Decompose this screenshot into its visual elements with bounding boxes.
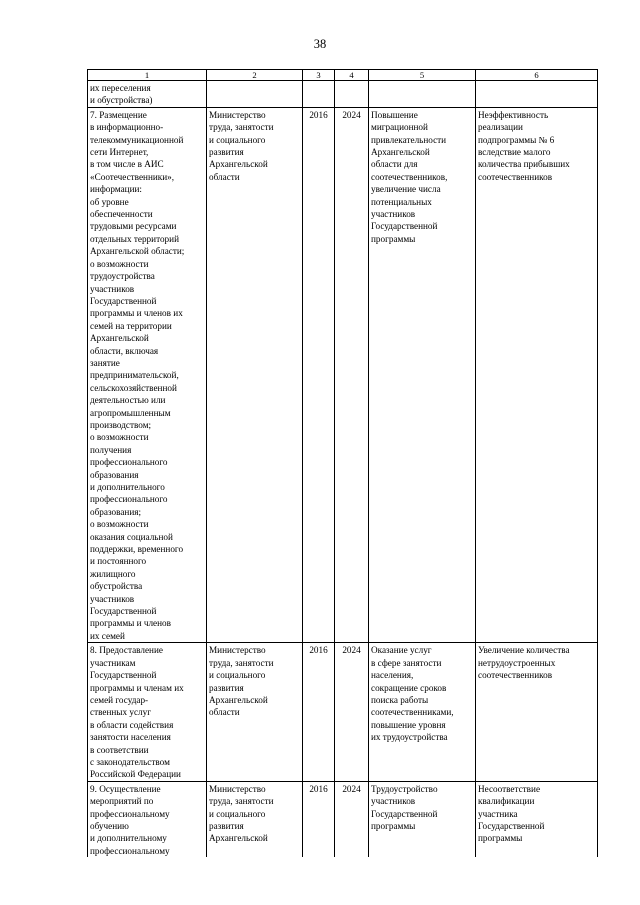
measure-text-line: обучению [90,820,129,831]
executor-cell [207,643,303,781]
executor-text-line: и социального [209,670,266,681]
measure-cell [88,107,207,642]
consequence-text-line: нетрудоустроенных [478,657,556,668]
executor-text-line: развития [209,682,244,693]
consequence-text-line: квалификации [478,796,535,807]
measure-cell [88,81,207,108]
measure-text-line: Российской Федерации [90,769,181,780]
measure-text-line: и дополнительному [90,833,167,844]
measure-text-line: трудоустройства [90,271,155,282]
expected-result-text-line: программы [371,820,416,831]
executor-cell [207,81,303,108]
measure-text-line: мероприятий по [90,796,154,807]
executor-text-line: труда, занятости [209,657,274,668]
executor-text-line: Архангельской [209,694,268,705]
measure-text-line: в информационно- [90,122,164,133]
measure-text-line: сети Интернет, [90,147,149,158]
measure-text-line: и постоянного [90,556,147,567]
expected-result-text-line: соотечественниками, [371,707,454,718]
measure-text-line: программы и членам их [90,682,184,693]
executor-cell [207,781,303,857]
header-cell-4: 4 [335,70,369,81]
measure-text-line: о возможности [90,258,149,269]
expected-result-text-line: миграционной [371,122,428,133]
measure-text-line: программы и членов [90,618,171,629]
end-year-cell: 2024 [335,781,369,857]
expected-result-text-line: населения, [371,670,414,681]
expected-result-text-line: потенциальных [371,196,432,207]
expected-result-text-line: области для [371,159,418,170]
expected-result-cell [369,781,476,857]
consequence-text-line: соотечественников [478,670,553,681]
consequence-cell [476,107,598,642]
expected-result-text-line: поиска работы [371,694,429,705]
measure-text-line: программы и членов их [90,308,183,319]
executor-text-line: Министерство [209,645,266,656]
measure-text-line: в том числе в АИС [90,159,164,170]
measure-text-line: Архангельской области; [90,246,185,257]
measure-text-line: их семей [90,630,125,641]
measure-text-line: в области содействия [90,719,174,730]
executor-text-line: Архангельской [209,159,268,170]
measure-text-line: деятельностью или [90,395,166,406]
measure-text-line: их переселения [90,83,151,93]
consequence-text-line: Неэффективность [478,109,549,120]
measure-text-line: об уровне [90,196,129,207]
measure-text-line: оказания социальной [90,531,173,542]
measure-text-line: и дополнительного [90,482,165,492]
table-row [88,107,598,642]
executor-text-line: Министерство [209,109,266,120]
measure-text-line: о возможности [90,519,149,530]
executor-text-line: Архангельской [209,833,268,844]
executor-text-line: развития [209,147,244,158]
executor-text-line: и социального [209,808,266,819]
start-year-cell [303,81,335,108]
measure-text-line: Государственной [90,606,157,617]
expected-result-text-line: программы [371,233,416,244]
measure-text-line: с законодательством [90,756,170,767]
consequence-text-line: участника [478,808,518,819]
measure-text-line: получения [90,444,132,455]
consequence-text-line: вследствие малого [478,147,551,158]
measure-text-line: обеспеченности [90,209,153,220]
start-year-cell: 2016 [303,107,335,642]
measure-text-line: отдельных территорий [90,233,179,244]
expected-result-text-line: Государственной [371,808,438,819]
expected-result-text-line: Оказание услуг [371,645,432,656]
consequence-text-line: реализации [478,122,523,133]
consequence-cell [476,643,598,781]
measure-text-line: 8. Предоставление [90,645,163,656]
measure-text-line: и обустройства) [90,95,153,106]
measure-text-line: агропромышленным [90,407,171,418]
consequence-text-line: программы [478,833,523,844]
measure-text-line: ственных услуг [90,707,151,718]
executor-cell [207,107,303,642]
measure-text-line: в соответствии [90,744,149,755]
measure-cell [88,643,207,781]
table-row [88,643,598,781]
expected-result-text-line: их трудоустройства [371,732,448,743]
consequence-text-line: Государственной [478,820,545,831]
measure-text-line: профессиональному [90,808,170,819]
start-year-cell: 2016 [303,781,335,857]
measure-text-line: предпринимательской, [90,370,179,381]
end-year-cell: 2024 [335,107,369,642]
consequence-text-line: соотечественников [478,171,553,182]
executor-text-line: труда, занятости [209,796,274,807]
measure-text-line: семей государ- [90,694,149,705]
measure-cell [88,781,207,857]
expected-result-text-line: Трудоустройство [371,783,438,794]
measure-text-line: профессиональному [90,845,170,856]
expected-result-text-line: соотечественников, [371,171,448,182]
executor-text-line: Министерство [209,783,266,794]
executor-text-line: и социального [209,134,266,145]
expected-result-cell [369,107,476,642]
measure-text-line: участникам [90,657,136,668]
measure-text-line: 9. Осуществление [90,783,161,794]
end-year-cell: 2024 [335,643,369,781]
expected-result-text-line: Повышение [371,109,418,120]
measure-text-line: занятости населения [90,732,171,743]
measure-text-line: семей на территории [90,320,172,331]
measure-text-line: участников [90,593,135,604]
header-cell-6: 6 [476,70,598,81]
consequence-text-line: количества прибывших [478,159,570,170]
executor-text-line: области [209,707,240,718]
measure-text-line: информации: [90,184,142,195]
consequence-cell [476,781,598,857]
header-row [88,70,598,81]
expected-result-text-line: сокращение сроков [371,682,447,693]
table-row [88,81,598,108]
page-number: 38 [313,37,327,51]
header-cell-5: 5 [369,70,476,81]
measure-text-line: Государственной [90,295,157,306]
measure-text-line: телекоммуникационной [90,134,184,145]
measure-text-line: занятие [90,357,120,368]
consequence-text-line: Увеличение количества [478,645,570,656]
expected-result-cell [369,81,476,108]
consequence-text-line: подпрограммы № 6 [478,134,555,145]
measure-text-line: о возможности [90,432,149,443]
start-year-cell: 2016 [303,643,335,781]
measure-text-line: жилищного [90,568,136,579]
measure-text-line: профессионального [90,457,168,468]
expected-result-text-line: Государственной [371,221,438,232]
executor-text-line: развития [209,820,244,831]
expected-result-text-line: привлекательности [371,134,447,145]
header-cell-2: 2 [207,70,303,81]
measure-text-line: участников [90,283,135,294]
measure-text-line: обустройства [90,581,143,592]
header-cell-3: 3 [303,70,335,81]
expected-result-text-line: повышение уровня [371,719,446,730]
consequence-cell [476,81,598,108]
header-cell-1: 1 [88,70,207,81]
measure-text-line: образования; [90,506,142,517]
measure-text-line: 7. Размещение [90,109,147,120]
measure-text-line: области, включая [90,345,159,356]
measure-text-line: Государственной [90,670,157,681]
measure-text-line: трудовыми ресурсами [90,221,177,232]
expected-result-text-line: участников [371,796,416,807]
measure-text-line: поддержки, временного [90,544,184,555]
measure-text-line: производством; [90,419,152,430]
measure-text-line: сельскохозяйственной [90,382,177,393]
consequence-text-line: Несоответствие [478,783,541,794]
expected-result-text-line: Архангельской [371,147,430,158]
table-row [88,781,598,857]
measures-table [87,69,598,857]
expected-result-text-line: увеличение числа [371,184,441,195]
measure-text-line: профессионального [90,494,168,505]
measure-text-line: «Соотечественники», [90,171,175,182]
expected-result-text-line: в сфере занятости [371,657,442,668]
measure-text-line: Архангельской [90,333,149,344]
expected-result-text-line: участников [371,209,416,220]
measure-text-line: образования [90,469,139,480]
expected-result-cell [369,643,476,781]
executor-text-line: области [209,171,240,182]
executor-text-line: труда, занятости [209,122,274,133]
end-year-cell [335,81,369,108]
